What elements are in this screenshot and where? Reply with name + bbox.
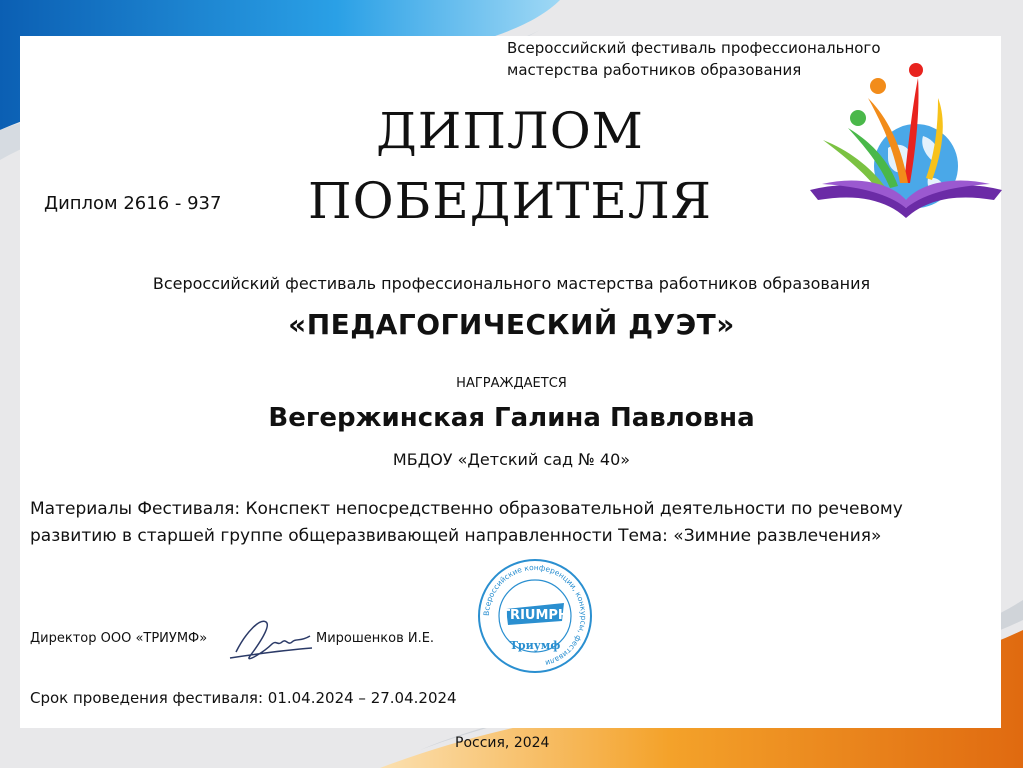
triumph-stamp [476,557,594,675]
director-label: Директор ООО «ТРИУМФ» [30,631,208,646]
materials-description [30,496,970,550]
header-line-1: Всероссийский фестиваль профессионального [507,39,881,57]
stamp-ring-text: Всероссийские конференции, конкурсы, фестивали [481,562,589,668]
materials-line-2: развитию в старшей группе общеразвивающей направленности Тема: «Зимние развлечения» [30,526,882,546]
recipient-name: Вегержинская Галина Павловна [268,403,755,433]
footer-country-year: Россия, 2024 [455,735,550,751]
title-line-2: ПОБЕДИТЕЛЯ [307,172,713,230]
header-line-2: мастерства работников образования [507,61,802,79]
director-signature [226,612,316,668]
organization: МБДОУ «Детский сад № 40» [392,450,631,469]
festival-dates: Срок проведения фестиваля: 01.04.2024 – 27.04.2024 [30,689,457,707]
title-line-1: ДИПЛОМ [376,102,644,160]
stamp-center-text: TRIUMPH [501,608,569,623]
stamp-bottom-text: Триумф [509,639,561,652]
materials-line-1: Материалы Фестиваля: Конспект непосредственно образовательной деятельности по речевому [30,499,903,519]
event-title: «ПЕДАГОГИЧЕСКИЙ ДУЭТ» [288,308,735,341]
diploma-number: Диплом 2616 - 937 [44,193,222,214]
director-name: Мирошенков И.Е. [316,631,435,646]
festival-name: Всероссийский фестиваль профессионального мастерства работников образования [152,274,871,293]
awarded-label: НАГРАЖДАЕТСЯ [456,376,567,391]
festival-logo [808,58,1004,223]
